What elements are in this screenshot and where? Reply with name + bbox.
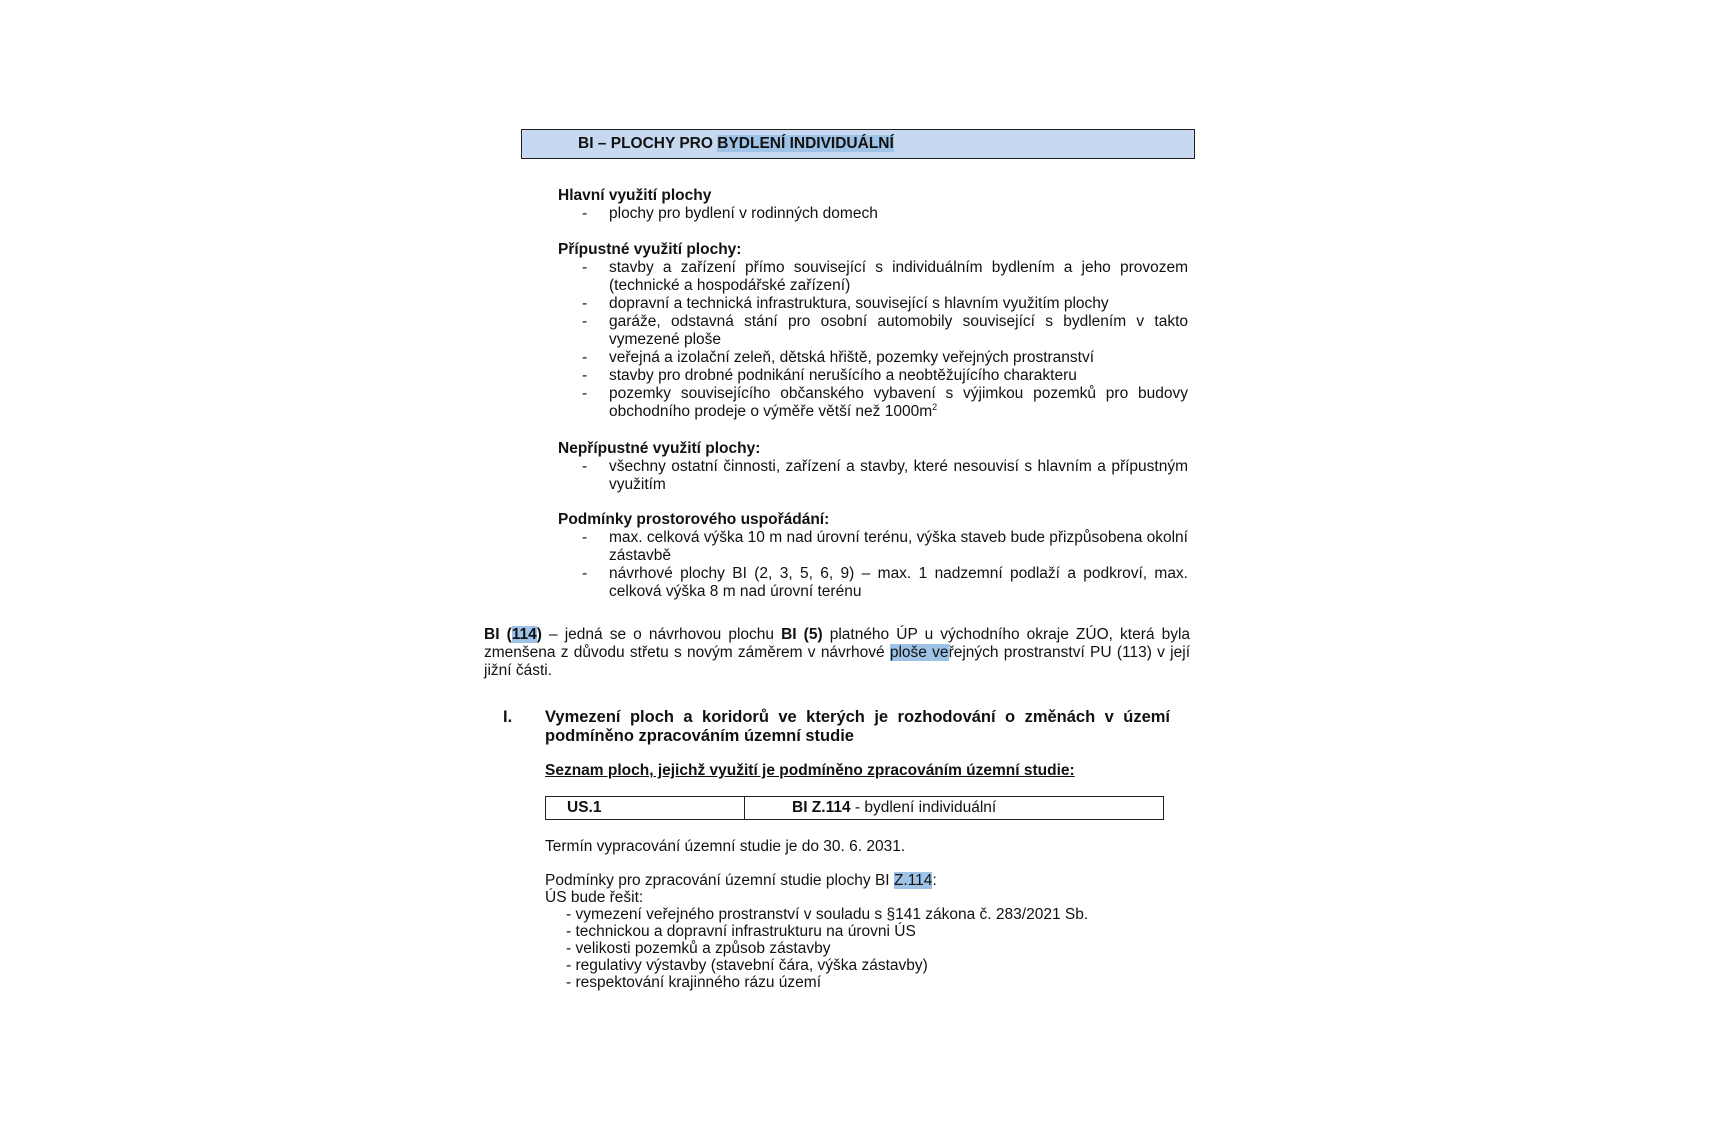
list-item: - stavby pro drobné podnikání nerušícího a neobtěžujícího charakteru — [558, 367, 1188, 385]
list-item: - max. celková výška 10 m nad úrovní terénu, výška staveb bude přizpůsobena okolní zástavbě — [558, 529, 1188, 565]
text-highlight: ploše ve — [889, 644, 949, 661]
list-item: - velikosti pozemků a způsob zástavby — [566, 940, 831, 957]
table-cell-area — [745, 797, 1163, 819]
section-title-prefix: BI – PLOCHY PRO — [578, 135, 718, 152]
text-bold: ) — [536, 626, 542, 643]
section-permitted-use — [558, 241, 1188, 421]
bullet-list — [558, 205, 1188, 223]
list-item: - veřejná a izolační zeleň, dětská hřiště, pozemky veřejných prostranství — [558, 349, 1188, 367]
section-heading: Podmínky prostorového uspořádání: — [558, 511, 830, 528]
text: platného ÚP u východního okraje ZÚO, která byla zmenšena z důvodu střetu s novým záměrem v návrhové — [484, 626, 1191, 661]
us-scope-list — [566, 906, 1088, 991]
section-heading: Přípustné využití plochy: — [558, 241, 742, 258]
study-table — [545, 796, 1164, 820]
deadline-text: Termín vypracování územní studie je do 30. 6. 2031. — [545, 838, 906, 855]
bullet-list — [558, 259, 1188, 421]
us-scope-label: ÚS bude řešit: — [545, 889, 644, 906]
text-bold: BI ( — [484, 626, 512, 643]
text-bold: BI (5) — [781, 626, 823, 643]
section-prohibited-use — [558, 440, 1188, 494]
area-description: - bydlení individuální — [850, 799, 997, 816]
table-cell-code: US.1 — [546, 797, 745, 819]
list-item: - technickou a dopravní infrastrukturu na úrovni ÚS — [566, 923, 916, 940]
list-item: - návrhové plochy BI (2, 3, 5, 6, 9) – max. 1 nadzemní podlaží a podkroví, max. celková výška 8 m nad úrovní terénu — [558, 565, 1188, 601]
bullet-list — [558, 529, 1188, 601]
section-title-highlight: BYDLENÍ INDIVIDUÁLNÍ — [717, 135, 894, 152]
conditions-suffix: : — [932, 872, 937, 889]
list-item-text: pozemky souvisejícího občanského vybavení s výjimkou pozemků pro budovy obchodního prodeje o výměře větší než 1000m — [609, 385, 1188, 420]
area-code: BI Z.114 — [792, 799, 851, 816]
text-highlight: 114 — [511, 626, 537, 643]
list-item: - respektování krajinného rázu území — [566, 974, 822, 991]
section-title-box — [521, 129, 1195, 159]
list-item: - regulativy výstavby (stavební čára, výška zástavby) — [566, 957, 928, 974]
list-item: - stavby a zařízení přímo související s individuálním bydlením a jeho provozem (technické a hospodářské zařízení) — [558, 259, 1188, 295]
list-item: - všechny ostatní činnosti, zařízení a stavby, které nesouvisí s hlavním a přípustným využitím — [558, 458, 1188, 494]
conditions-heading — [545, 872, 937, 890]
superscript: 2 — [932, 401, 938, 412]
list-item — [558, 385, 1188, 421]
conditions-text: Podmínky pro zpracování územní studie plochy BI — [545, 872, 894, 889]
chapter-title: Vymezení ploch a koridorů ve kterých je rozhodování o změnách v území podmíněno zpracováním územní studie — [545, 708, 1170, 745]
chapter-number: I. — [503, 708, 513, 726]
conditions-highlight: Z.114 — [893, 872, 933, 889]
paragraph-bi-114 — [484, 626, 1190, 680]
section-spatial-conditions — [558, 511, 1188, 601]
text: – jedná se o návrhovou plochu — [541, 626, 782, 643]
list-heading: Seznam ploch, jejichž využití je podmíněno zpracováním územní studie: — [545, 762, 1075, 779]
list-item: - vymezení veřejného prostranství v souladu s §141 zákona č. 283/2021 Sb. — [566, 906, 1089, 923]
section-heading: Hlavní využití plochy — [558, 187, 712, 204]
text: řejných prostranství PU (113) v její jižní části. — [484, 644, 1190, 679]
list-item: - plochy pro bydlení v rodinných domech — [558, 205, 1188, 223]
list-item: - dopravní a technická infrastruktura, související s hlavním využitím plochy — [558, 295, 1188, 313]
list-item: - garáže, odstavná stání pro osobní automobily související s bydlením v takto vymezené ploše — [558, 313, 1188, 349]
bullet-list — [558, 458, 1188, 494]
section-main-use — [558, 187, 1188, 223]
section-heading: Nepřípustné využití plochy: — [558, 440, 761, 457]
